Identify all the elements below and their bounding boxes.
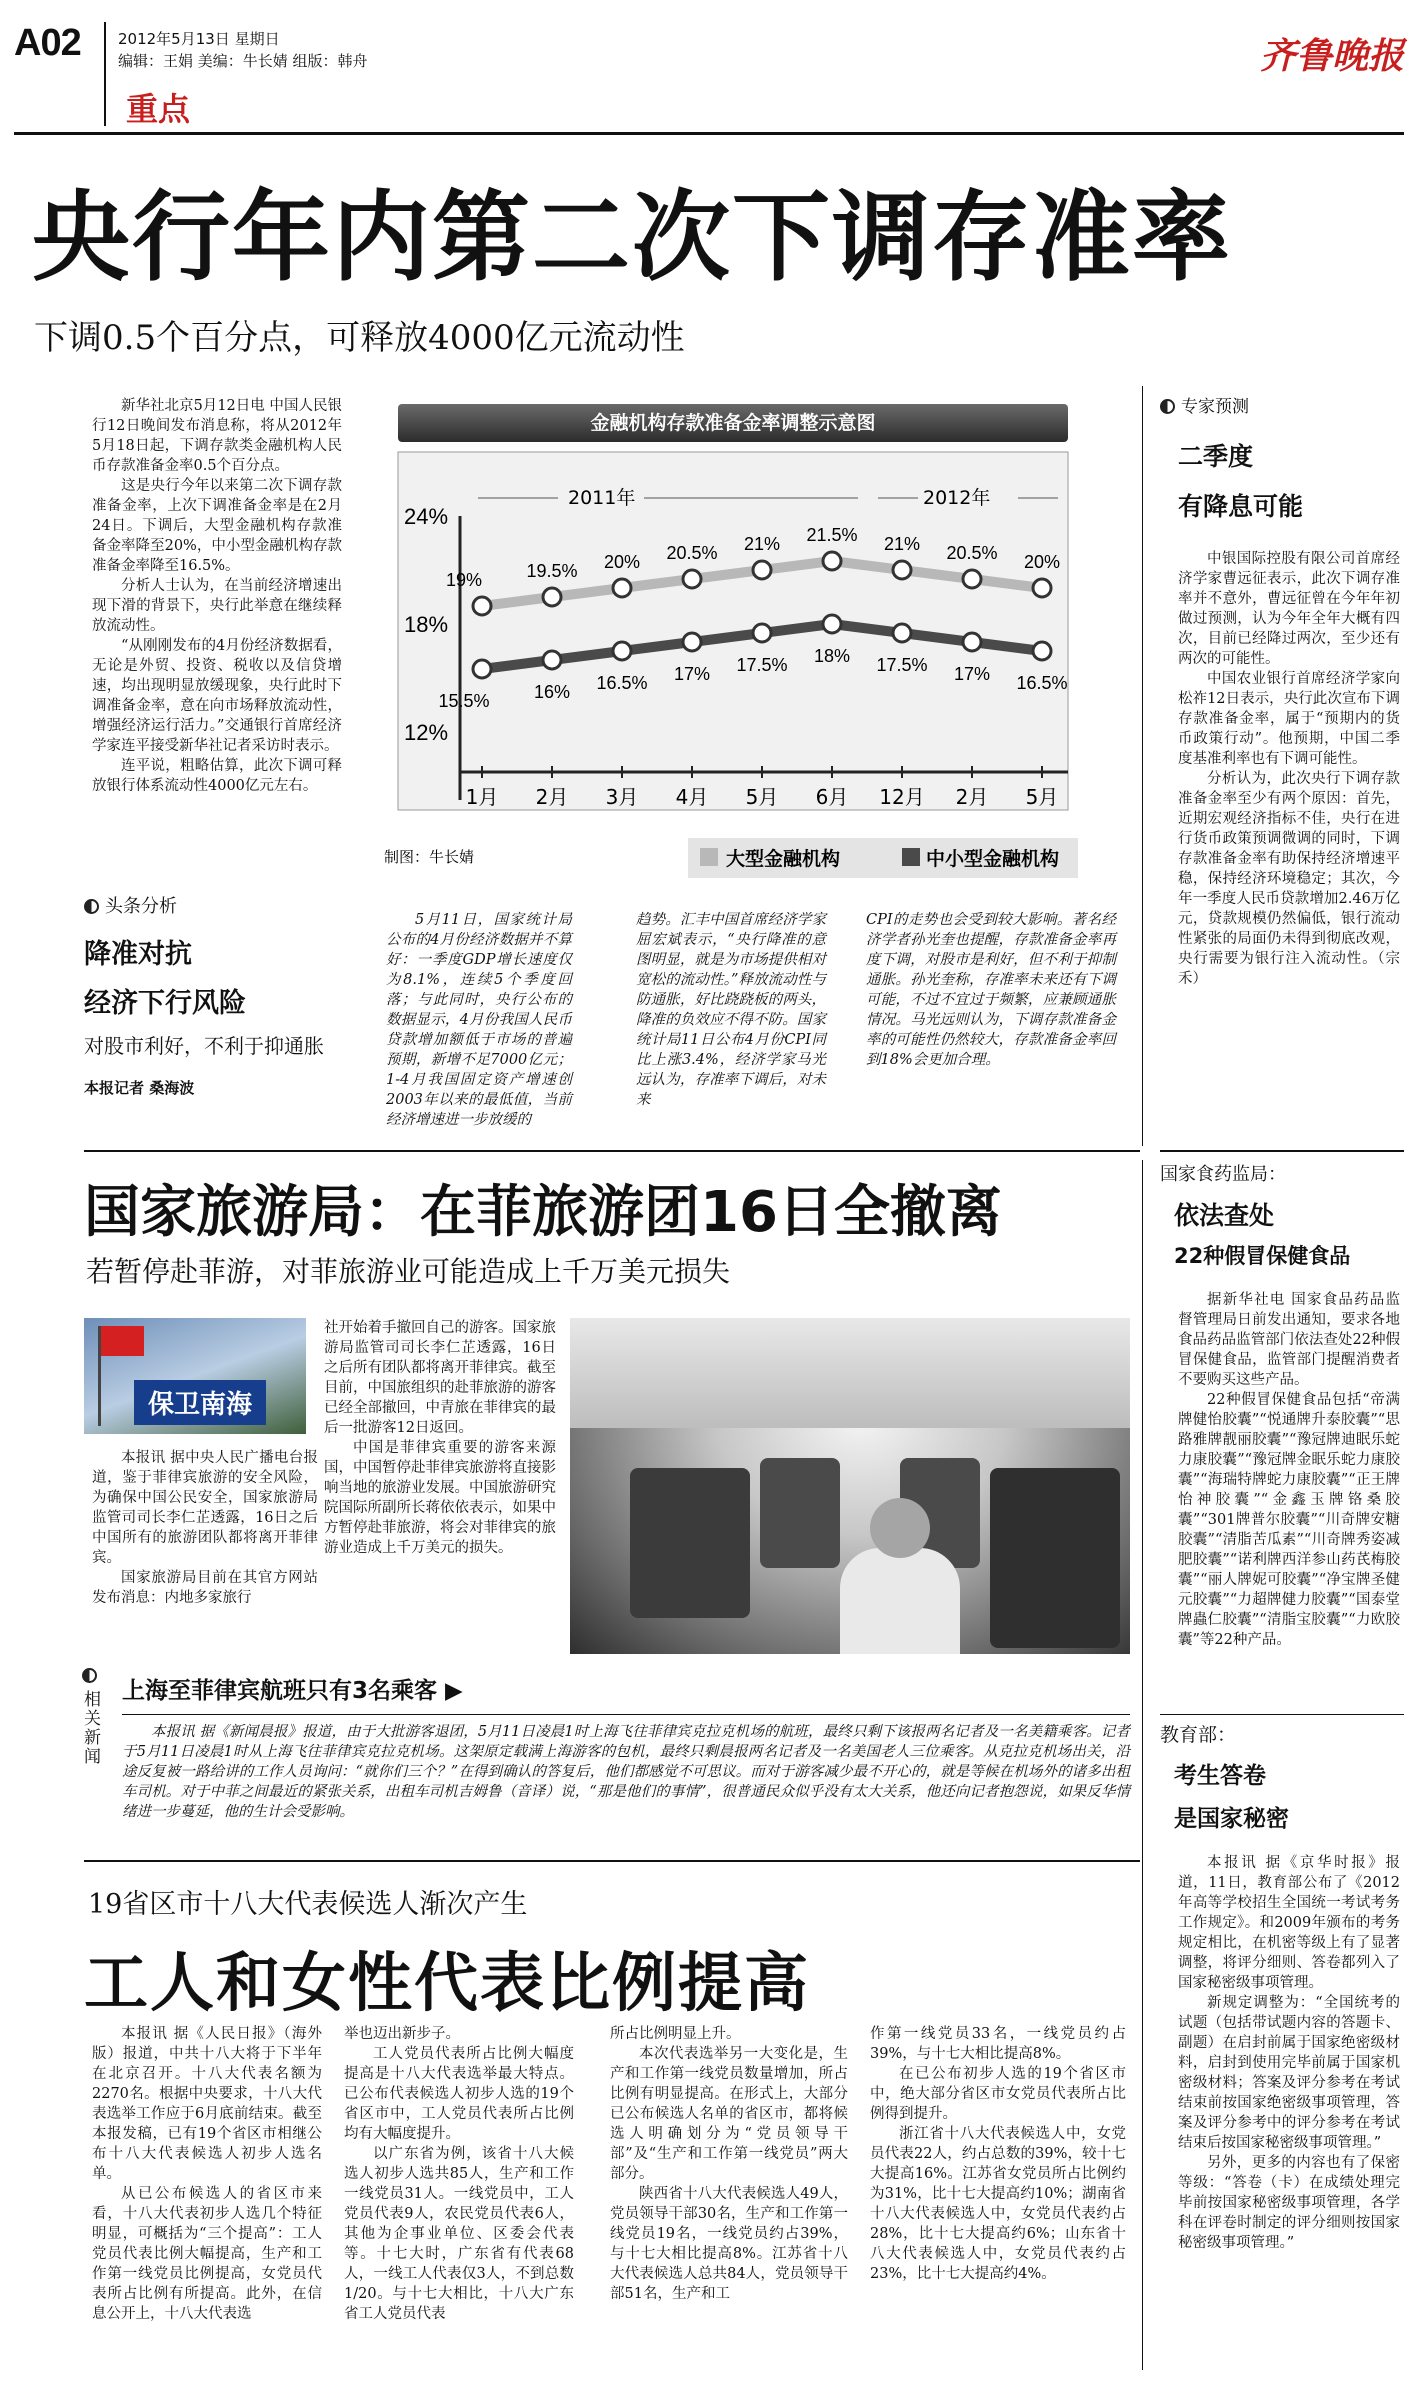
related-headline: 上海至菲律宾航班只有3名乘客 ▶: [122, 1678, 463, 1704]
congress-paragraph: 本报讯 据《人民日报》（海外版）报道，中共十八大将于下半年在北京召开。十八大代表名额为2270名。根据中央要求，十八大代表选举工作应于6月底前结束。截至本报发稿，已有19个省区市相继公布十八大代表候选人初步人选名单。: [92, 2026, 322, 2182]
data-point: [1033, 642, 1051, 660]
analysis-byline: 本报记者 桑海波: [84, 1079, 195, 1097]
x-tick-label: 5月: [745, 785, 779, 809]
data-label: 17%: [673, 664, 711, 684]
page-number: A02: [14, 22, 81, 64]
lead-paragraph: “从刚刚发布的4月份经济数据看，无论是外贸、投资、税收以及信贷增速，均出现明显放缓现象，央行此时下调准备金率，意在向市场释放流动性，增强经济运行活力。”交通银行首席经济学家连平接受新华社记者采访时表示。: [92, 638, 342, 754]
expert-paragraph: 中银国际控股有限公司首席经济学家曹远征表示，此次下调存准率并不意外，曹远征曾在今年年初做过预测，认为今年全年大概有四次，目前已经降过两次，至少还有两次的可能性。: [1178, 551, 1400, 667]
data-label: 17.5%: [736, 655, 788, 675]
food-paragraph: 据新华社电 国家食品药品监督管理局日前发出通知，要求各地食品药品监管部门依法查处22种假冒保健食品，监管部门提醒消费者不要购买这些产品。: [1178, 1292, 1400, 1388]
data-point: [963, 570, 981, 588]
congress-headline: 工人和女性代表比例提高: [84, 1947, 810, 2021]
data-label: 19%: [445, 570, 483, 590]
legend-label: 中小型金融机构: [926, 848, 1060, 870]
data-point: [1033, 579, 1051, 597]
congress-paragraph: 工人党员代表所占比例大幅度提高是十八大代表选举最大特点。已公布代表候选人初步人选的19个省区市中，工人党员代表所占比例均有大幅度提升。: [344, 2046, 574, 2142]
exam-tag: 教育部：: [1160, 1724, 1237, 1746]
expert-paragraph: 分析认为，此次央行下调存款准备金率至少有两个原因：首先，近期宏观经济指标不佳，央行在进行货币政策预调微调的同时，下调存款准备金率有助保持经济增速平稳，保持经济环境稳定；其次，今年一季度人民币贷款增加2.46万亿元，贷款规模仍然偏低，银行流动性紧张的局面仍未得到彻底改观，央行需要为银行注入流动性。（宗禾）: [1178, 771, 1400, 987]
tourism-headline: 国家旅游局：在菲旅游团16日全撤离: [84, 1180, 1002, 1245]
south-sea-badge: [84, 1318, 306, 1434]
lead-paragraph: 这是央行今年以来第二次下调存款准备金率，上次下调准备金率是在2月24日。下调后，大型金融机构存款准备金率降至20%，中小型金融机构存款准备金率降至16.5%。: [92, 478, 342, 574]
data-label: 21%: [743, 534, 781, 554]
congress-paragraph: 作第一线党员33名，一线党员约占39%，与十七大相比提高8%。: [870, 2026, 1126, 2062]
food-title: 22种假冒保健食品: [1174, 1244, 1351, 1268]
expert-paragraph: 中国农业银行首席经济学家向松祚12日表示，央行此次宣布下调存款准备金率，属于“预期内的货币政策行动”。他预期，中国二季度基准利率也有下调可能性。: [1178, 671, 1400, 767]
data-point: [683, 570, 701, 588]
expert-tag: 专家预测: [1160, 392, 1400, 417]
y-tick-label: 24%: [404, 504, 449, 529]
food-title: 依法查处: [1174, 1201, 1275, 1230]
chart-title: 金融机构存款准备金率调整示意图: [590, 412, 876, 434]
x-tick-label: 12月: [879, 785, 925, 809]
exam-paragraph: 本报讯 据《京华时报》报道，11日，教育部公布了《2012年高等学校招生全国统一考试考务工作规定》。和2009年颁布的考务规定相比，在机密等级上有了显著调整，将评分细则、答卷都列入了国家秘密级事项管理。: [1178, 1855, 1400, 1991]
data-point: [473, 597, 491, 615]
congress-paragraph: 以广东省为例，该省十八大候选人初步人选共85人，生产和工作一线党员31人。一线党员中，工人党员代表9人，农民党员代表6人，其他为企事业单位、区委会代表等。十七大时，广东省有代表68人，一线工人代表仅3人，不到总数1/20。与十七大相比，十八大广东省工人党员代表: [344, 2146, 574, 2322]
half-circle-icon: [1160, 399, 1175, 414]
data-label: 16.5%: [596, 673, 648, 693]
analysis-col: 5月11日，国家统计局公布的4月份经济数据并不算好：一季度GDP增长速度仅为8.1%，连续5个季度回落；与此同时，央行公布的数据显示，4月份我国人民币贷款增加额低于市场的普遍预期，新增不足7000亿元；1-4月我国固定资产增速创2003年以来的最低值，当前经济增速进一步放缓的: [386, 912, 572, 1128]
data-label: 21.5%: [806, 525, 858, 545]
tourism-subhead: 若暂停赴菲游，对菲旅游业可能造成上千万美元损失: [86, 1255, 731, 1288]
x-tick-label: 2月: [955, 785, 989, 809]
data-point: [613, 642, 631, 660]
related-body: 本报讯 据《新闻晨报》报道，由于大批游客退团，5月11日凌晨1时上海飞往菲律宾克拉克机场的航班，最终只剩下该报两名记者及一名美籍乘客。记者于5月11日凌晨1时从上海飞往菲律宾克拉克机场。这架原定载满上海游客的包机，最终只剩晨报两名记者及一名美国老人三位乘客。从克拉克机场出关，沿途反复被一路给讲的工作人员询问：“就你们三个？”在得到确认的答复后，他们都感觉不可思议。而对于游客减少最不开心的，就是等候在机场外的诸多出租车司机。对于中菲之间最近的紧张关系，出租车司机吉姆鲁（音译）说，“那是他们的事情”，很普通民众似乎没有太大关系，他还向记者抱怨说，如果反华情绪进一步蔓延，他的生计会受影响。: [122, 1724, 1130, 1820]
tourism-paragraph: 社开始着手撤回自己的游客。国家旅游局监管司司长李仁芷透露，16日之后所有团队都将离开菲律宾。截至目前，中国旅组织的赴菲旅游的游客已经全部撤回，中青旅在菲律宾的最后一批游客12日返回。: [324, 1320, 556, 1436]
lead-subhead: 下调0.5个百分点，可释放4000亿元流动性: [34, 318, 685, 358]
legend-swatch: [700, 848, 718, 866]
congress-paragraph: 陕西省十八大代表候选人49人，党员领导干部30名，生产和工作第一线党员19名，一线党员约占39%，与十七大相比提高8%。江苏省十八大代表候选人总共84人，党员领导干部51名，生产和工: [610, 2186, 848, 2302]
tourism-paragraph: 本报讯 据中央人民广播电台报道，鉴于菲律宾旅游的安全风险，为确保中国公民安全，国家旅游局监管司司长李仁芷透露，16日之后中国所有的旅游团队都将离开菲律宾。: [92, 1450, 318, 1566]
data-label: 19.5%: [526, 561, 578, 581]
line-chart: [378, 442, 1088, 880]
lead-paragraph: 连平说，粗略估算，此次下调可释放银行体系流动性4000亿元左右。: [92, 758, 342, 794]
analysis-subhead: 对股市利好，不利于抑通胀: [84, 1034, 324, 1058]
data-point: [823, 552, 841, 570]
lead-headline: 央行年内第二次下调存准率: [32, 181, 1233, 295]
congress-paragraph: 所占比例明显上升。: [610, 2026, 741, 2042]
congress-paragraph: 在已公布初步人选的19个省区市中，绝大部分省区市女党员代表所占比例得到提升。: [870, 2066, 1126, 2122]
x-tick-label: 1月: [465, 785, 499, 809]
flag-icon: [100, 1326, 144, 1356]
half-circle-icon: [84, 899, 99, 914]
tourism-paragraph: 国家旅游局目前在其官方网站发布消息：内地多家旅行: [92, 1570, 318, 1606]
legend-label: 大型金融机构: [726, 848, 841, 870]
legend-swatch: [902, 848, 920, 866]
triangle-right-icon: ▶: [437, 1678, 463, 1704]
data-point: [823, 615, 841, 633]
data-label: 20.5%: [946, 543, 998, 563]
analysis-col: 趋势。汇丰中国首席经济学家屈宏斌表示，“央行降准的意图明显，就是为市场提供相对宽松的流动性。”释放流动性与防通胀，好比跷跷板的两头，降准的负效应不得不防。国家统计局11日公布4月份CPI同比上涨3.4%，经济学家马光远认为，存准率下调后，对未来: [636, 912, 826, 1108]
food-paragraph: 22种假冒保健食品包括“帝满牌健怡胶囊”“悦通牌升泰胶囊”“思路雅牌靓丽胶囊”“豫冠牌迪眠乐蛇力康胶囊”“豫冠牌金眠乐蛇力康胶囊”“海瑞特牌蛇力康胶囊”“正王牌怡神胶囊”“金鑫玉牌铬桑胶囊”“301牌普尔胶囊”“川奇牌安糖胶囊”“清脂苦瓜素”“川奇牌秀姿减肥胶囊”“诺利牌西洋参山药芪梅胶囊”“丽人牌妮可胶囊”“净宝牌圣健元胶囊”“力超牌健力胶囊”“国泰堂牌蟲仁胶囊”“清脂宝胶囊”“力欧胶囊”等22种产品。: [1178, 1392, 1400, 1648]
data-point: [753, 561, 771, 579]
data-point: [543, 651, 561, 669]
lead-paragraph: 新华社北京5月12日电 中国人民银行12日晚间发布消息称，将从2012年5月18日起，下调存款类金融机构人民币存款准备金率0.5个百分点。: [92, 398, 342, 474]
data-point: [753, 624, 771, 642]
data-point: [683, 633, 701, 651]
data-label: 15.5%: [438, 691, 490, 711]
congress-paragraph: 浙江省十八大代表候选人中，女党员代表22人，约占总数的39%，较十七大提高16%。江苏省女党员所占比例约为31%，比十七大提高约10%；湖南省十八大代表候选人中，女党员代表约占28%，比十七大提高约6%；山东省十八大代表候选人中，女党员代表约占23%，比十七大提高约4%。: [870, 2126, 1126, 2282]
data-label: 18%: [813, 646, 851, 666]
analysis-title: 降准对抗: [84, 939, 192, 970]
food-tag: 国家食药监局：: [1160, 1164, 1286, 1185]
section-label: 重点: [126, 90, 191, 128]
data-point: [893, 624, 911, 642]
x-tick-label: 6月: [815, 785, 849, 809]
exam-title: 是国家秘密: [1174, 1806, 1289, 1832]
year-label: 2012年: [923, 487, 991, 509]
data-point: [963, 633, 981, 651]
x-tick-label: 5月: [1025, 785, 1059, 809]
data-label: 17%: [953, 664, 991, 684]
editor-credits: 编辑：王娟 美编：牛长婧 组版：韩舟: [118, 52, 368, 70]
x-tick-label: 4月: [675, 785, 709, 809]
x-tick-label: 3月: [605, 785, 639, 809]
data-label: 16%: [533, 682, 571, 702]
exam-paragraph: 新规定调整为：“全国统考的试题（包括带试题内容的答题卡、副题）在启封前属于国家绝密级材料，启封到使用完毕前属于国家机密级材料；答案及评分参考在考试结束前按国家绝密级事项管理，答案及评分参考中的评分参考在考试结束后按国家秘密级事项管理。”: [1178, 1995, 1400, 2151]
congress-paragraph: 从已公布候选人的省区市来看，十八大代表初步人选几个特征明显，可概括为“三个提高”：工人党员代表比例大幅提高，生产和工作第一线党员比例提高，女党员代表所占比例有所提高。此外，在信息公开上，十八大代表选: [92, 2186, 322, 2322]
lead-body: [92, 396, 342, 796]
congress-paragraph: 举也迈出新步子。: [344, 2026, 460, 2042]
chart-title-bar: [398, 404, 1068, 442]
analysis-tag: 头条分析: [84, 892, 374, 918]
badge-label: 保卫南海: [134, 1380, 266, 1425]
data-label: 16.5%: [1016, 673, 1068, 693]
data-label: 20%: [1023, 552, 1061, 572]
year-label: 2011年: [568, 487, 636, 509]
data-label: 20%: [603, 552, 641, 572]
expert-title: 有降息可能: [1178, 492, 1304, 521]
y-tick-label: 12%: [404, 720, 449, 745]
tourism-paragraph: 中国是菲律宾重要的游客来源国，中国暂停赴菲律宾旅游将直接影响当地的旅游业发展。中国旅游研究院国际所副所长蒋依依表示，如果中方暂停赴菲旅游，将会对菲律宾的旅游业造成上千万美元的损失。: [324, 1440, 556, 1556]
airplane-cabin-photo: [570, 1318, 1130, 1654]
issue-date: 2012年5月13日 星期日: [118, 30, 280, 48]
expert-title: 二季度: [1178, 442, 1254, 471]
data-label: 17.5%: [876, 655, 928, 675]
data-point: [613, 579, 631, 597]
y-tick-label: 18%: [404, 612, 449, 637]
half-circle-icon: [82, 1668, 97, 1683]
exam-title: 考生答卷: [1174, 1763, 1266, 1789]
related-tag: 相关新闻: [80, 1668, 102, 1766]
exam-paragraph: 另外，更多的内容也有了保密等级：“答卷（卡）在成绩处理完毕前按国家秘密级事项管理，各学科在评卷时制定的评分细则按国家秘密级事项管理。”: [1178, 2155, 1400, 2251]
newspaper-logo: 齐鲁晚报: [1260, 35, 1405, 77]
analysis-title: 经济下行风险: [84, 988, 246, 1019]
data-label: 21%: [883, 534, 921, 554]
data-point: [473, 660, 491, 678]
congress-kicker: 19省区市十八大代表候选人渐次产生: [88, 1889, 528, 1920]
reserve-ratio-chart: [378, 404, 1088, 880]
data-label: 20.5%: [666, 543, 718, 563]
data-point: [893, 561, 911, 579]
analysis-col: CPI的走势也会受到较大影响。著名经济学者孙光奎也提醒，存款准备金率再度下调，对股市是利好，但不利于抑制通胀。孙光奎称，存准率未来还有下调可能，不过不宜过于频繁，应兼顾通胀情况。马光远则认为，下调存款准备金率的可能性仍然较大，存款准备金率回到18%会更加合理。: [866, 912, 1116, 1068]
congress-paragraph: 本次代表选举另一大变化是，生产和工作第一线党员数量增加，所占比例有明显提高。在形式上，大部分已公布候选人名单的省区市，都将候选人明确划分为“党员领导干部”及“生产和工作第一线党员”两大部分。: [610, 2046, 848, 2182]
data-point: [543, 588, 561, 606]
x-tick-label: 2月: [535, 785, 569, 809]
chart-credit: 制图：牛长婧: [384, 848, 475, 866]
lead-paragraph: 分析人士认为，在当前经济增速出现下滑的背景下，央行此举意在继续释放流动性。: [92, 578, 342, 634]
